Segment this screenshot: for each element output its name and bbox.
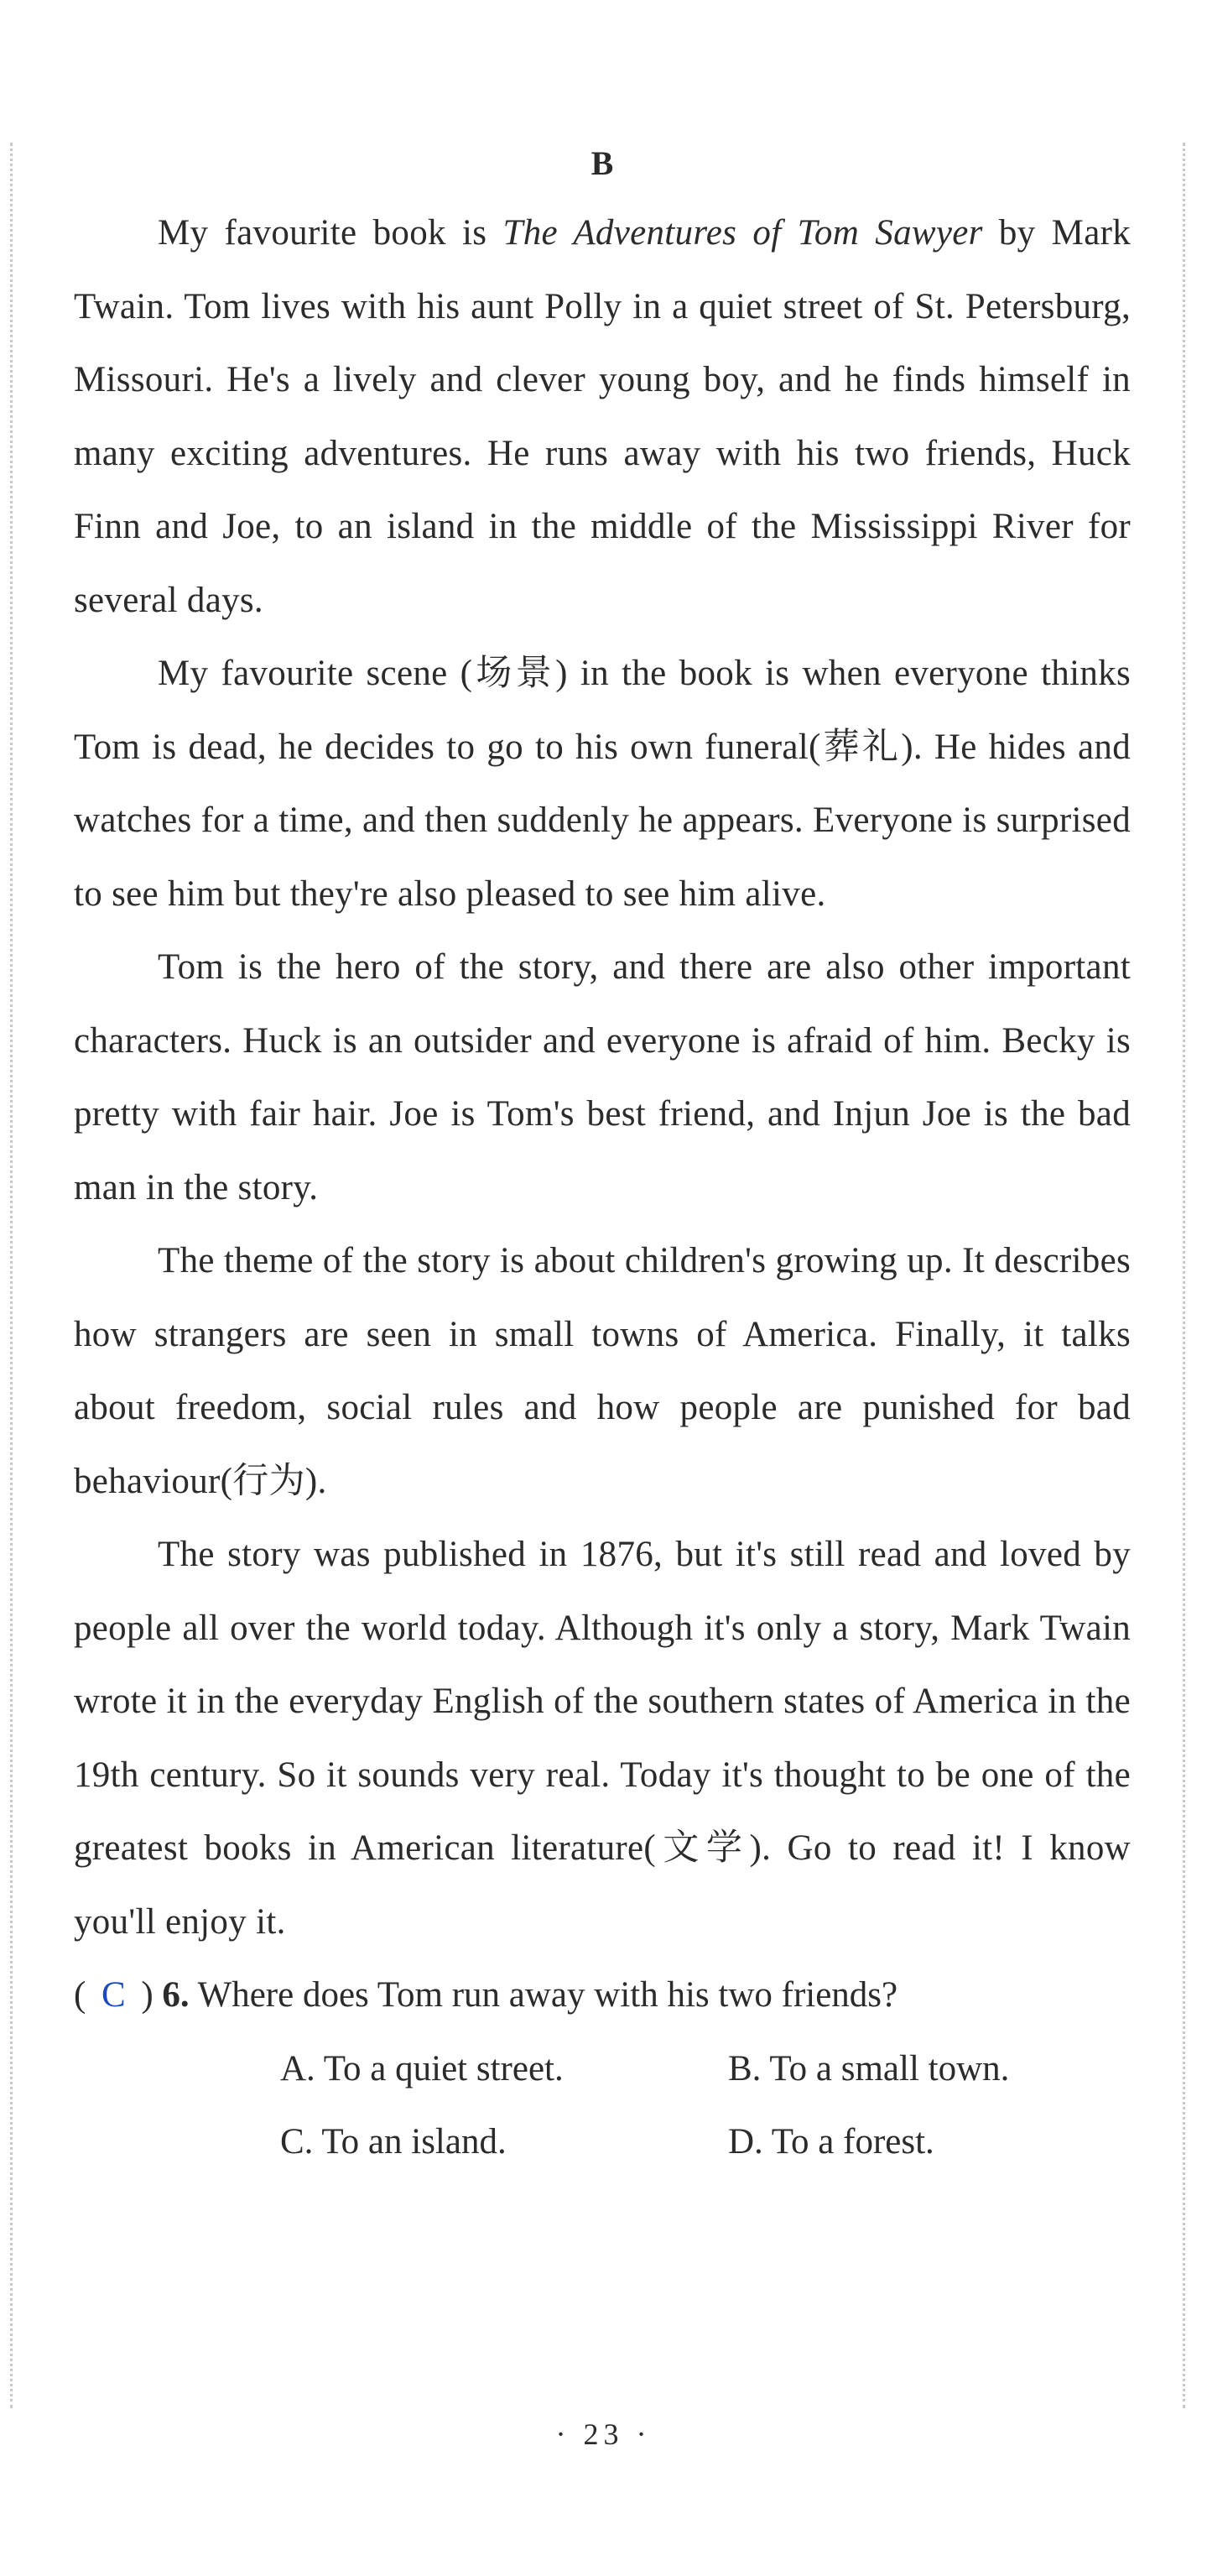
paren-close: ) bbox=[141, 1975, 153, 2015]
answer-blank bbox=[74, 1958, 153, 2032]
paragraph-5: The story was published in 1876, but it's still read and loved by people all over the world today. Although it's only a story, Mark Twain wrote it in the everyday English of the southern states of America in the 19th century. So it sounds very real. Today it's thought to be one of the greatest books in American literature(文学). Go to read it! I know you'll enjoy it. bbox=[74, 1535, 1131, 1942]
paragraph-1-body: by Mark Twain. Tom lives with his aunt Polly in a quiet street of St. Petersburg, Missouri. He's a lively and clever young boy, and he finds himself in many exciting adventures. He runs away with his two friends, Huck Finn and Joe, to an island in the middle of the Mississippi River for several days. bbox=[74, 213, 1131, 620]
question-text: Where does Tom run away with his two friends? bbox=[197, 1975, 898, 2015]
book-title: The Adventures of Tom Sawyer bbox=[502, 213, 983, 253]
answer-mark: C bbox=[101, 1975, 126, 2015]
option-b: B. To a small town. bbox=[728, 2048, 1010, 2088]
option-c: C. To an island. bbox=[280, 2122, 507, 2161]
page-number: · 23 · bbox=[555, 2417, 652, 2451]
paragraph-4: The theme of the story is about children's growing up. It describes how strangers are seen in small towns of America. Finally, it talks about freedom, social rules and how people are punished for bad behaviour(行为). bbox=[74, 1241, 1131, 1501]
paragraph-3: Tom is the hero of the story, and there are also other important characters. Huck is an outsider and everyone is afraid of him. Becky is pretty with fair hair. Joe is Tom's best friend, and Injun Joe is the bad man in the story. bbox=[74, 947, 1131, 1207]
answer-options bbox=[74, 2032, 1131, 2179]
paragraph-1 bbox=[74, 196, 1131, 637]
reading-passage bbox=[74, 134, 1131, 2179]
paren-open: ( bbox=[74, 1975, 86, 2015]
section-title: B bbox=[590, 144, 614, 182]
paragraph-1-intro: My favourite book is bbox=[158, 213, 503, 253]
option-a: A. To a quiet street. bbox=[280, 2048, 564, 2088]
question-number: 6. bbox=[162, 1975, 190, 2015]
question-6 bbox=[74, 1958, 1131, 2032]
left-margin-rule bbox=[10, 143, 13, 2408]
right-margin-rule bbox=[1183, 143, 1185, 2408]
paragraph-2: My favourite scene (场景) in the book is when everyone thinks Tom is dead, he decides to go to his own funeral(葬礼). He hides and watches for a time, and then suddenly he appears. Everyone is surprised to see him but they're also pleased to see him alive. bbox=[74, 654, 1131, 914]
option-d: D. To a forest. bbox=[728, 2122, 934, 2161]
